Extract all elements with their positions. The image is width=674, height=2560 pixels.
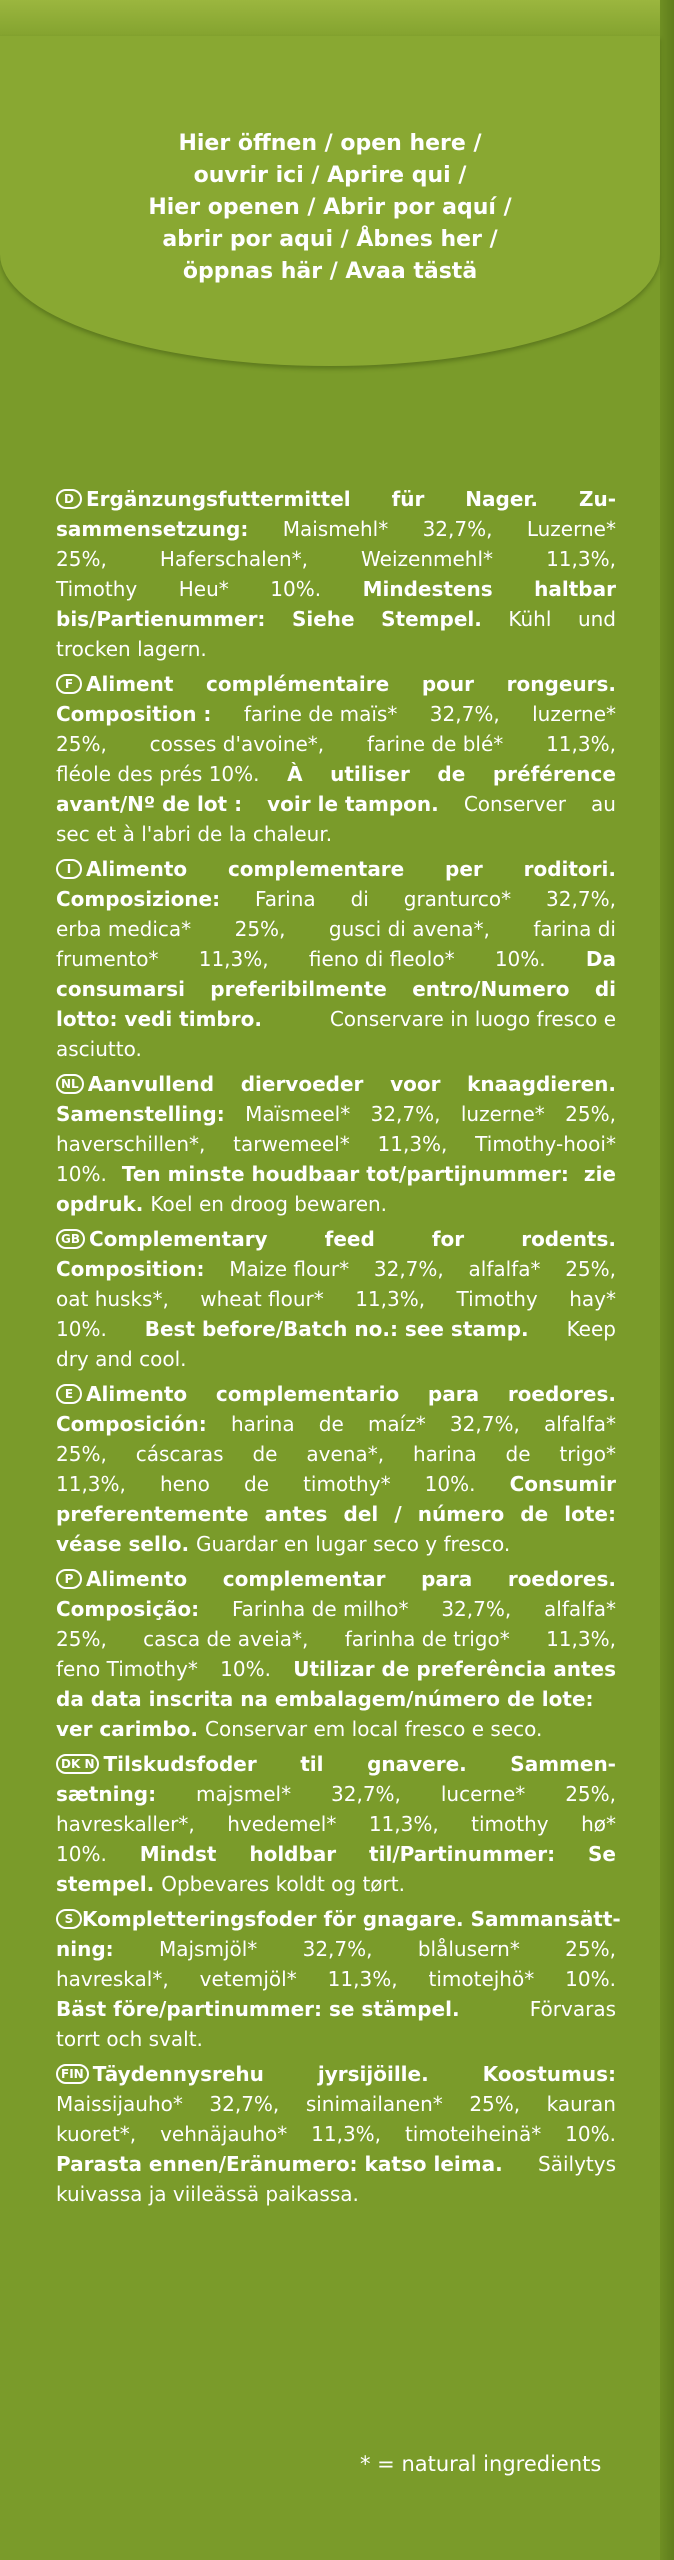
text-line bbox=[56, 1839, 616, 1869]
open-here-line: ouvrir ici / Aprire qui / bbox=[193, 163, 467, 188]
text-segment: complémentaire bbox=[206, 672, 390, 696]
text-segment: Weizenmehl* bbox=[361, 547, 494, 571]
open-here-line: öppnas här / Avaa tästä bbox=[182, 259, 478, 284]
text-segment: Composição: bbox=[56, 1597, 200, 1621]
text-line bbox=[56, 1254, 616, 1284]
text-segment: Koel en droog bewaren. bbox=[150, 1192, 388, 1216]
text-segment: Ten minste houdbaar tot/partijnummer: bbox=[121, 1162, 569, 1186]
text-segment: Best before/Batch no.: see stamp. bbox=[144, 1317, 529, 1341]
text-segment: zie bbox=[583, 1162, 616, 1186]
text-segment: Maissijauho* bbox=[56, 2092, 183, 2116]
text-segment: Alimento bbox=[86, 1567, 188, 1591]
text-segment: Opbevares koldt og tørt. bbox=[161, 1872, 405, 1896]
text-line bbox=[56, 1564, 616, 1594]
text-segment: ning: bbox=[56, 1937, 114, 1961]
text-segment: 11,3%, bbox=[327, 1967, 398, 1991]
text-segment: / bbox=[394, 1502, 402, 1526]
text-line bbox=[56, 699, 616, 729]
text-segment: per bbox=[445, 857, 483, 881]
text-segment: Maïsmeel* bbox=[245, 1102, 351, 1126]
text-line bbox=[56, 729, 616, 759]
text-segment: da data inscrita na embalagem/número de lote: bbox=[56, 1687, 594, 1711]
country-code-badge: NL bbox=[56, 1074, 84, 1094]
text-segment: número bbox=[417, 1502, 505, 1526]
country-code-badge: P bbox=[56, 1569, 82, 1589]
text-segment: sinimailanen* bbox=[305, 2092, 443, 2116]
language-section bbox=[56, 854, 616, 1064]
text-segment: voir le tampon. bbox=[267, 792, 439, 816]
text-line bbox=[56, 604, 616, 634]
text-segment: utiliser bbox=[330, 762, 410, 786]
text-segment: asciutto. bbox=[56, 1037, 142, 1061]
text-line bbox=[56, 1069, 616, 1099]
text-line bbox=[56, 1284, 616, 1314]
text-segment: sec et à l'abri de la chaleur. bbox=[56, 822, 333, 846]
text-line bbox=[56, 1409, 616, 1439]
text-segment: Sammen- bbox=[510, 1752, 616, 1776]
text-segment: kuivassa ja viileässä paikassa. bbox=[56, 2182, 359, 2206]
text-segment: farine de blé* bbox=[366, 732, 504, 756]
country-code-badge: I bbox=[56, 859, 82, 879]
language-section bbox=[56, 1224, 616, 1374]
text-segment: de bbox=[437, 762, 466, 786]
text-segment: de bbox=[244, 1472, 269, 1496]
text-line bbox=[56, 914, 616, 944]
text-segment: haverschillen*, bbox=[56, 1132, 206, 1156]
text-segment: Composition : bbox=[56, 702, 212, 726]
text-line bbox=[56, 1499, 616, 1529]
text-line bbox=[56, 1379, 616, 1409]
text-segment: granturco* bbox=[403, 887, 512, 911]
text-segment: 25%, bbox=[56, 732, 107, 756]
text-line bbox=[56, 514, 616, 544]
country-code-badge: F bbox=[56, 674, 82, 694]
text-segment: 25%, bbox=[565, 1782, 616, 1806]
text-line bbox=[56, 1129, 616, 1159]
text-segment: 32,7%, bbox=[429, 702, 500, 726]
text-segment: rongeurs. bbox=[506, 672, 616, 696]
text-segment: de bbox=[252, 1442, 278, 1466]
text-segment: ver carimbo. bbox=[56, 1717, 198, 1741]
text-line bbox=[56, 1904, 621, 1934]
open-here-line: abrir por aqui / Åbnes her / bbox=[162, 227, 498, 252]
open-here-line: Hier öffnen / open here / bbox=[178, 131, 482, 156]
text-segment: Koostumus: bbox=[482, 2062, 616, 2086]
text-segment: til/Partinummer: bbox=[369, 1842, 556, 1866]
text-segment: kauran bbox=[546, 2092, 616, 2116]
text-segment: trocken lagern. bbox=[56, 637, 207, 661]
text-segment: lote: bbox=[564, 1502, 616, 1526]
text-segment: Farina bbox=[255, 887, 316, 911]
text-segment: 32,7%, bbox=[546, 887, 616, 911]
text-line bbox=[56, 1964, 616, 1994]
text-line bbox=[56, 1189, 616, 1219]
country-code-badge: D bbox=[56, 489, 82, 509]
text-segment: Se bbox=[587, 1842, 616, 1866]
text-segment: Zu- bbox=[578, 487, 616, 511]
language-section bbox=[56, 1904, 621, 2054]
text-segment: Kühl bbox=[508, 607, 552, 631]
text-line bbox=[56, 884, 616, 914]
text-segment: 10%. bbox=[565, 1967, 616, 1991]
package-top-edge bbox=[0, 0, 674, 37]
text-segment: préférence bbox=[492, 762, 616, 786]
text-segment: trigo* bbox=[559, 1442, 616, 1466]
text-segment: havreskal*, bbox=[56, 1967, 169, 1991]
text-segment: roditori. bbox=[523, 857, 616, 881]
text-segment: 25%, bbox=[565, 1937, 616, 1961]
language-section bbox=[56, 1069, 616, 1219]
country-code-badge: FIN bbox=[56, 2064, 89, 2084]
text-segment: pour bbox=[421, 672, 475, 696]
text-line bbox=[56, 1624, 616, 1654]
text-segment: Samenstelling: bbox=[56, 1102, 225, 1126]
ingredient-declarations bbox=[56, 484, 621, 2214]
text-segment: alfalfa* bbox=[468, 1257, 541, 1281]
text-segment: 11,3%, bbox=[546, 547, 616, 571]
text-segment: lotto: vedi timbro. bbox=[56, 1007, 262, 1031]
text-segment: feed bbox=[324, 1227, 375, 1251]
text-segment: erba medica* bbox=[56, 917, 192, 941]
text-segment: 10%. bbox=[56, 1162, 107, 1186]
text-segment: für bbox=[391, 487, 425, 511]
text-segment: alfalfa* bbox=[544, 1597, 616, 1621]
text-segment: 25%, bbox=[56, 1627, 107, 1651]
text-segment: lucerne* bbox=[440, 1782, 526, 1806]
text-segment: wheat flour* bbox=[200, 1287, 324, 1311]
text-line bbox=[56, 1934, 616, 1964]
text-segment: 32,7%, bbox=[370, 1102, 441, 1126]
text-segment: voor bbox=[390, 1072, 441, 1096]
text-segment: farina di bbox=[533, 917, 616, 941]
text-segment: Composizione: bbox=[56, 887, 221, 911]
text-segment: preferentemente bbox=[56, 1502, 249, 1526]
text-segment: Säilytys bbox=[538, 2152, 616, 2176]
text-line bbox=[56, 2089, 616, 2119]
text-segment: Aliment bbox=[86, 672, 174, 696]
text-segment: 11,3%, bbox=[355, 1287, 426, 1311]
open-here-line: Hier openen / Abrir por aquí / bbox=[148, 195, 512, 220]
text-segment: 32,7%, bbox=[373, 1257, 444, 1281]
text-segment: di bbox=[594, 977, 616, 1001]
text-segment: de bbox=[520, 1502, 549, 1526]
text-segment: 32,7%, bbox=[449, 1412, 520, 1436]
language-section bbox=[56, 1749, 616, 1899]
text-segment: avant/Nº de lot : bbox=[56, 792, 243, 816]
text-line bbox=[56, 2059, 616, 2089]
text-segment: Timothy bbox=[56, 577, 138, 601]
text-segment: dry and cool. bbox=[56, 1347, 187, 1371]
text-segment: 32,7%, bbox=[422, 517, 493, 541]
text-segment: cosses d'avoine*, bbox=[149, 732, 325, 756]
text-segment: Keep bbox=[566, 1317, 616, 1341]
language-section bbox=[56, 1564, 616, 1744]
text-segment: del bbox=[343, 1502, 379, 1526]
text-line bbox=[56, 2179, 616, 2209]
text-segment: cáscaras bbox=[135, 1442, 224, 1466]
text-segment: Alimento bbox=[86, 1382, 188, 1406]
text-segment: véase sello. bbox=[56, 1532, 190, 1556]
text-segment: blålusern* bbox=[417, 1937, 520, 1961]
text-line bbox=[56, 1439, 616, 1469]
text-segment: til bbox=[300, 1752, 324, 1776]
text-line bbox=[56, 1314, 616, 1344]
text-segment: timotejhö* bbox=[428, 1967, 535, 1991]
text-segment: heno bbox=[160, 1472, 210, 1496]
text-line bbox=[56, 1099, 616, 1129]
text-segment: Composición: bbox=[56, 1412, 207, 1436]
language-section bbox=[56, 484, 616, 664]
text-segment: und bbox=[577, 607, 616, 631]
text-segment: Conserver bbox=[463, 792, 566, 816]
text-segment: avena*, bbox=[306, 1442, 385, 1466]
text-segment: de bbox=[505, 1442, 531, 1466]
text-segment: farine de maïs* bbox=[243, 702, 398, 726]
text-segment: 11,3%, bbox=[311, 2122, 382, 2146]
text-segment: Conservar em local fresco e seco. bbox=[205, 1717, 543, 1741]
country-code-badge: DK N bbox=[56, 1754, 99, 1774]
text-segment: 10%. bbox=[424, 1472, 476, 1496]
text-segment: complementario bbox=[215, 1382, 400, 1406]
text-segment: Timothy-hooi* bbox=[475, 1132, 616, 1156]
text-segment: bis/Partienummer: bbox=[56, 607, 266, 631]
text-line bbox=[56, 1224, 616, 1254]
text-line bbox=[56, 669, 616, 699]
text-segment: 11,3%, bbox=[368, 1812, 439, 1836]
text-segment: Tilskudsfoder bbox=[103, 1752, 257, 1776]
text-segment: Stempel. bbox=[381, 607, 482, 631]
text-segment: luzerne* bbox=[460, 1102, 545, 1126]
text-segment: 10%. bbox=[494, 947, 546, 971]
text-segment: fléole des prés 10%. bbox=[56, 762, 260, 786]
text-line bbox=[56, 1004, 616, 1034]
text-segment: 10%. bbox=[270, 577, 322, 601]
text-segment: 25%, bbox=[469, 2092, 521, 2116]
text-line bbox=[56, 484, 616, 514]
text-line bbox=[56, 854, 616, 884]
text-segment: 32,7%, bbox=[441, 1597, 512, 1621]
text-segment: opdruk. bbox=[56, 1192, 144, 1216]
text-segment: 32,7%, bbox=[209, 2092, 280, 2116]
text-segment: 11,3%, bbox=[377, 1132, 448, 1156]
text-segment: Heu* bbox=[178, 577, 229, 601]
language-section bbox=[56, 669, 616, 849]
text-segment: maíz* bbox=[367, 1412, 426, 1436]
text-segment: vetemjöl* bbox=[199, 1967, 297, 1991]
text-segment: Utilizar de preferência antes bbox=[293, 1657, 616, 1681]
text-segment: torrt och svalt. bbox=[56, 2027, 203, 2051]
text-segment: timothy* bbox=[303, 1472, 391, 1496]
text-segment: Maize flour* bbox=[229, 1257, 350, 1281]
text-segment: complementar bbox=[222, 1567, 386, 1591]
text-segment: Complementary bbox=[89, 1227, 268, 1251]
text-segment: Bäst före/partinummer: se stämpel. bbox=[56, 1997, 460, 2021]
text-line bbox=[56, 1034, 616, 1064]
text-segment: Parasta ennen/Eränumero: katso leima. bbox=[56, 2152, 503, 2176]
language-section bbox=[56, 1379, 616, 1559]
text-line bbox=[56, 1779, 616, 1809]
text-line bbox=[56, 1469, 616, 1499]
text-segment: harina bbox=[412, 1442, 477, 1466]
text-segment: knaagdieren. bbox=[467, 1072, 616, 1096]
text-segment: Siehe bbox=[291, 607, 355, 631]
text-segment: Consumir bbox=[509, 1472, 616, 1496]
text-segment: para bbox=[427, 1382, 480, 1406]
text-segment: jyrsijöille. bbox=[317, 2062, 429, 2086]
open-here-instructions bbox=[0, 128, 660, 288]
text-segment: de bbox=[318, 1412, 344, 1436]
text-line bbox=[56, 544, 616, 574]
text-line bbox=[56, 1159, 616, 1189]
text-segment: Luzerne* bbox=[526, 517, 616, 541]
text-segment: frumento* bbox=[56, 947, 159, 971]
text-segment: 25%, bbox=[565, 1102, 616, 1126]
text-segment: for bbox=[431, 1227, 465, 1251]
text-segment: preferibilmente bbox=[210, 977, 387, 1001]
natural-ingredients-footnote: * = natural ingredients bbox=[360, 2452, 602, 2476]
text-segment: Da bbox=[585, 947, 616, 971]
text-segment: tarwemeel* bbox=[233, 1132, 350, 1156]
text-segment: Guardar en lugar seco y fresco. bbox=[196, 1532, 511, 1556]
text-line bbox=[56, 1714, 616, 1744]
text-segment: holdbar bbox=[249, 1842, 337, 1866]
text-segment: Haferschalen*, bbox=[159, 547, 308, 571]
text-segment: roedores. bbox=[507, 1382, 616, 1406]
text-segment: diervoeder bbox=[240, 1072, 364, 1096]
text-segment: 10%. bbox=[56, 1317, 107, 1341]
text-segment: majsmel* bbox=[196, 1782, 292, 1806]
text-segment: hø* bbox=[581, 1812, 616, 1836]
text-segment: Mindst bbox=[139, 1842, 217, 1866]
text-line bbox=[56, 1594, 616, 1624]
text-segment: hvedemel* bbox=[227, 1812, 337, 1836]
text-segment: Alimento bbox=[86, 857, 188, 881]
text-segment: Kompletteringsfoder för gnagare. Sammansätt- bbox=[82, 1907, 621, 1931]
text-segment: fieno di fleolo* bbox=[308, 947, 455, 971]
text-segment: 11,3%, bbox=[546, 1627, 616, 1651]
text-segment: consumarsi bbox=[56, 977, 185, 1001]
text-segment: harina bbox=[230, 1412, 295, 1436]
text-segment: 32,7%, bbox=[331, 1782, 401, 1806]
text-segment: entro/Numero bbox=[412, 977, 570, 1001]
country-code-badge: S bbox=[56, 1909, 82, 1929]
text-segment: di bbox=[350, 887, 369, 911]
text-line bbox=[56, 944, 616, 974]
text-segment: haltbar bbox=[534, 577, 616, 601]
language-section bbox=[56, 2059, 616, 2209]
text-segment: Majsmjöl* bbox=[158, 1937, 258, 1961]
text-line bbox=[56, 1869, 616, 1899]
text-segment: 10%. bbox=[220, 1657, 271, 1681]
text-segment: Conservare in luogo fresco e bbox=[329, 1007, 616, 1031]
text-segment: 25%, bbox=[56, 547, 107, 571]
text-segment: feno Timothy* bbox=[56, 1657, 198, 1681]
text-segment: Ergänzungsfuttermittel bbox=[86, 487, 351, 511]
text-line bbox=[56, 1749, 616, 1779]
text-segment: oat husks*, bbox=[56, 1287, 169, 1311]
text-segment: stempel. bbox=[56, 1872, 155, 1896]
text-line bbox=[56, 634, 616, 664]
text-segment: kuoret*, bbox=[56, 2122, 137, 2146]
text-segment: antes bbox=[264, 1502, 328, 1526]
text-segment: roedores. bbox=[507, 1567, 616, 1591]
text-line bbox=[56, 2149, 616, 2179]
text-segment: 11,3%, bbox=[546, 732, 616, 756]
text-segment: farinha de trigo* bbox=[344, 1627, 510, 1651]
text-segment: Aanvullend bbox=[87, 1072, 215, 1096]
text-segment: timothy bbox=[471, 1812, 549, 1836]
text-segment: Composition: bbox=[56, 1257, 205, 1281]
text-line bbox=[56, 819, 616, 849]
text-segment: Farinha de milho* bbox=[231, 1597, 409, 1621]
text-segment: gnavere. bbox=[367, 1752, 467, 1776]
text-line bbox=[56, 1684, 616, 1714]
text-segment: 25%, bbox=[234, 917, 286, 941]
text-line bbox=[56, 2024, 616, 2054]
text-segment: Nager. bbox=[465, 487, 539, 511]
text-segment: gusci di avena*, bbox=[328, 917, 490, 941]
text-segment: sætning: bbox=[56, 1782, 157, 1806]
text-segment: 10%. bbox=[56, 1842, 107, 1866]
text-line bbox=[56, 1994, 616, 2024]
text-segment: Maismehl* bbox=[282, 517, 389, 541]
text-segment: 25%, bbox=[565, 1257, 616, 1281]
text-segment: Förvaras bbox=[529, 1997, 616, 2021]
text-segment: Timothy bbox=[456, 1287, 538, 1311]
text-segment: Mindestens bbox=[362, 577, 493, 601]
text-segment: sammensetzung: bbox=[56, 517, 249, 541]
text-segment: 32,7%, bbox=[302, 1937, 373, 1961]
text-segment: casca de aveia*, bbox=[143, 1627, 309, 1651]
text-line bbox=[56, 974, 616, 1004]
text-line bbox=[56, 574, 616, 604]
text-segment: timoteiheinä* bbox=[404, 2122, 542, 2146]
country-code-badge: GB bbox=[56, 1229, 85, 1249]
text-segment: complementare bbox=[227, 857, 405, 881]
text-segment: luzerne* bbox=[532, 702, 616, 726]
text-segment: 11,3%, bbox=[56, 1472, 126, 1496]
text-line bbox=[56, 1344, 616, 1374]
text-line bbox=[56, 1809, 616, 1839]
text-segment: Täydennysrehu bbox=[92, 2062, 264, 2086]
country-code-badge: E bbox=[56, 1384, 82, 1404]
text-segment: hay* bbox=[569, 1287, 616, 1311]
text-segment: vehnäjauho* bbox=[160, 2122, 288, 2146]
text-segment: au bbox=[591, 792, 616, 816]
text-segment: 11,3%, bbox=[198, 947, 269, 971]
text-segment: À bbox=[287, 762, 303, 786]
text-segment: rodents. bbox=[521, 1227, 616, 1251]
text-segment: 10%. bbox=[565, 2122, 616, 2146]
text-line bbox=[56, 2119, 616, 2149]
text-segment: para bbox=[421, 1567, 473, 1591]
text-line bbox=[56, 1654, 616, 1684]
text-segment: 25%, bbox=[56, 1442, 107, 1466]
text-line bbox=[56, 789, 616, 819]
text-segment: alfalfa* bbox=[543, 1412, 616, 1436]
package-side-edge bbox=[660, 0, 674, 2560]
text-line bbox=[56, 1529, 616, 1559]
text-line bbox=[56, 759, 616, 789]
text-segment: havreskaller*, bbox=[56, 1812, 195, 1836]
